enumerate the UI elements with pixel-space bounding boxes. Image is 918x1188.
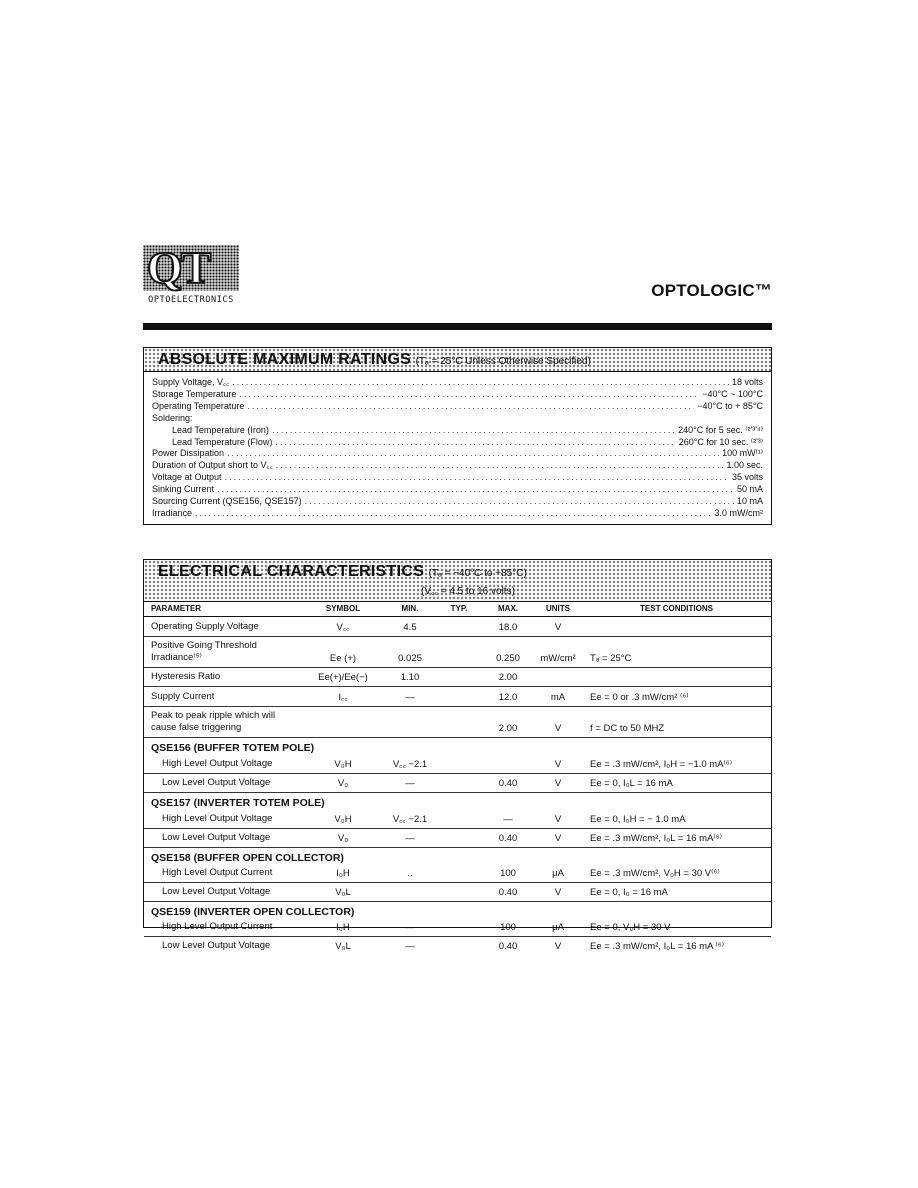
- table-row: [144, 668, 771, 687]
- cell-min: —: [384, 829, 436, 848]
- leader-dots: [247, 401, 694, 413]
- cell-parameter: Low Level Output Voltage: [144, 883, 302, 902]
- amr-value: 260°C for 10 sec. ⁽²'³⁾: [678, 436, 763, 447]
- leader-dots: [272, 425, 675, 437]
- cell-units: V: [534, 707, 582, 738]
- header-units: UNITS: [534, 602, 582, 617]
- logo-mark-text: QT: [147, 242, 210, 293]
- group-heading-qse156: [144, 738, 771, 755]
- cell-max: 0.40: [498, 941, 518, 952]
- cell-typ: [436, 774, 482, 793]
- cell-max: 18.0: [482, 617, 534, 637]
- cell-parameter: High Level Output Current: [144, 918, 302, 937]
- ec-condition-vcc: (V꜀꜀ = 4.5 to 16 volts): [421, 586, 515, 597]
- amr-label: Duration of Output short to V꜀꜀: [152, 460, 273, 471]
- cell-typ: [436, 809, 482, 829]
- cell-units: V: [534, 617, 582, 637]
- cell-units: V: [534, 754, 582, 774]
- cell-typ: [436, 829, 482, 848]
- cell-typ: [436, 668, 482, 687]
- table-row: [144, 809, 771, 829]
- group-heading-qse158: [144, 848, 771, 865]
- cell-parameter: Supply Current: [144, 687, 302, 707]
- leader-dots: [225, 472, 729, 484]
- ec-header-row: [144, 602, 771, 617]
- amr-row-sinking-current: [152, 484, 763, 496]
- cell-units: V: [554, 941, 562, 952]
- table-row: [144, 754, 771, 774]
- cell-max: 0.40: [482, 883, 534, 902]
- cell-units: [534, 668, 582, 687]
- amr-row-supply-voltage: [152, 377, 763, 389]
- amr-label: Storage Temperature: [152, 388, 237, 399]
- header-min: MIN.: [384, 602, 436, 617]
- group-heading-qse159: [144, 902, 771, 919]
- amr-condition: (Tₐ = 25°C Unless Otherwise Specified): [415, 356, 591, 367]
- cell-units: V: [534, 774, 582, 793]
- cell-max: 12.0: [482, 687, 534, 707]
- cell-test: Tₐ = 25°C: [582, 637, 771, 668]
- table-row: [144, 829, 771, 848]
- cell-min: —: [384, 918, 436, 937]
- amr-label: Sinking Current: [152, 484, 215, 495]
- cell-units: μA: [534, 918, 582, 937]
- cell-max: [482, 754, 534, 774]
- leader-dots: [239, 389, 699, 401]
- cell-units: V: [534, 829, 582, 848]
- cell-symbol: Ee (+): [302, 637, 384, 668]
- cell-test: Ee = .3 mW/cm², I₀L = 16 mA⁽⁶⁾: [582, 829, 771, 848]
- cell-test: f = DC to 50 MHZ: [582, 707, 771, 738]
- cell-min: V꜀꜀ −2.1: [384, 809, 436, 829]
- cell-typ: [436, 937, 482, 956]
- cell-parameter: Peak to peak ripple which will cause false triggering: [144, 707, 302, 738]
- cell-parameter: Operating Supply Voltage: [144, 617, 302, 637]
- amr-label: Power Dissipation: [152, 448, 225, 459]
- cell-test: Ee = 0, V₀H = 30 V: [582, 918, 771, 937]
- cell-symbol: [302, 707, 384, 738]
- cell-test: Ee = 0, I₀H = − 1.0 mA: [582, 809, 771, 829]
- group-title: QSE159 (INVERTER OPEN COLLECTOR): [151, 906, 355, 918]
- leader-dots: [217, 484, 734, 496]
- cell-parameter: Low Level Output Voltage: [144, 774, 302, 793]
- cell-min: V꜀꜀ −2.1: [384, 754, 436, 774]
- cell-max: 0.40: [482, 774, 534, 793]
- table-row: [144, 687, 771, 707]
- cell-test: [582, 617, 771, 637]
- cell-symbol: V₀: [302, 829, 384, 848]
- amr-value: 3.0 mW/cm²: [714, 507, 763, 518]
- amr-value: 35 volts: [731, 472, 763, 483]
- cell-min: ..: [384, 864, 436, 883]
- header-rule: [143, 323, 772, 330]
- logo-subtitle: OPTOELECTRONICS: [148, 295, 234, 305]
- cell-test: Ee = .3 mW/cm², V₀H = 30 V⁽⁶⁾: [582, 864, 771, 883]
- amr-label: Sourcing Current (QSE156, QSE157): [152, 496, 302, 507]
- amr-row-power-dissipation: [152, 448, 763, 460]
- cell-units: mW/cm²: [534, 637, 582, 668]
- leader-dots: [305, 496, 734, 508]
- cell-min: 0.025: [384, 637, 436, 668]
- amr-label: Soldering:: [152, 412, 193, 423]
- cell-typ: [436, 754, 482, 774]
- cell-max: 2.00: [482, 668, 534, 687]
- cell-typ: [436, 637, 482, 668]
- table-row: [144, 918, 771, 937]
- amr-value: 10 mA: [736, 496, 763, 507]
- cell-units: V: [534, 883, 582, 902]
- cell-units: mA: [534, 687, 582, 707]
- table-row: [144, 617, 771, 637]
- table-row: [144, 883, 771, 902]
- cell-typ: [436, 864, 482, 883]
- cell-max: 0.250: [482, 637, 534, 668]
- cell-test: Ee = 0, I₀ = 16 mA: [582, 883, 771, 902]
- amr-label: Lead Temperature (Iron): [172, 424, 269, 435]
- ec-title: ELECTRICAL CHARACTERISTICS: [158, 563, 425, 580]
- group-title: QSE156 (BUFFER TOTEM POLE): [151, 742, 315, 754]
- amr-row-output-short: [152, 460, 763, 472]
- amr-row-sourcing-current: [152, 496, 763, 508]
- amr-value: 50 mA: [736, 484, 763, 495]
- table-row: [144, 707, 771, 738]
- table-row: [144, 637, 771, 668]
- amr-label: Voltage at Output: [152, 472, 222, 483]
- amr-row-irradiance: [152, 508, 763, 520]
- cell-test: Ee = 0, I₀L = 16 mA: [582, 774, 771, 793]
- amr-value: 1.00 sec.: [726, 460, 763, 471]
- amr-value: −40°C ~ 100°C: [702, 388, 763, 399]
- cell-typ: [436, 617, 482, 637]
- table-row: [144, 774, 771, 793]
- cell-parameter: Positive Going Threshold Irradiance⁽⁵⁾: [144, 637, 302, 668]
- amr-list: [144, 372, 771, 520]
- leader-dots: [195, 508, 711, 520]
- header-typ: TYP.: [436, 602, 482, 617]
- amr-label: Operating Temperature: [152, 400, 245, 411]
- header-test-conditions: TEST CONDITIONS: [582, 602, 771, 617]
- cell-min: —: [384, 687, 436, 707]
- amr-value: 240°C for 5 sec. ⁽²'³'⁴⁾: [678, 424, 763, 435]
- cell-min: 4.5: [384, 617, 436, 637]
- cell-symbol: I꜀꜀: [302, 687, 384, 707]
- company-logo: [143, 242, 239, 311]
- cell-max: 0.40: [482, 829, 534, 848]
- amr-row-output-voltage: [152, 472, 763, 484]
- amr-heading: [144, 348, 771, 372]
- cell-symbol: I₀H: [302, 918, 384, 937]
- group-title: QSE158 (BUFFER OPEN COLLECTOR): [151, 852, 344, 864]
- cell-parameter: High Level Output Current: [144, 864, 302, 883]
- amr-row-soldering: [152, 413, 763, 425]
- cell-typ: [436, 687, 482, 707]
- logo-mark: [143, 242, 239, 293]
- cell-min: [384, 707, 436, 738]
- cell-max: —: [482, 809, 534, 829]
- header-symbol: SYMBOL: [302, 602, 384, 617]
- ec-condition-temp: (Tₐ = −40°C to +85°C): [428, 568, 527, 579]
- amr-label: Supply Voltage, V꜀꜀: [152, 377, 230, 387]
- cell-symbol: I₀H: [302, 864, 384, 883]
- ec-heading: [144, 560, 771, 602]
- cell-max: 100: [482, 918, 534, 937]
- cell-symbol: V₀: [302, 774, 384, 793]
- header-parameter: PARAMETER: [144, 602, 302, 617]
- cell-test: Ee = .3 mW/cm², I₀L = 16 mA ⁽⁶⁾: [590, 941, 725, 952]
- cell-max: 100: [482, 864, 534, 883]
- absolute-max-ratings-panel: [143, 347, 772, 525]
- cell-symbol: V꜀꜀: [302, 617, 384, 637]
- amr-title: ABSOLUTE MAXIMUM RATINGS: [158, 351, 412, 368]
- cell-parameter: High Level Output Voltage: [144, 809, 302, 829]
- leader-dots: [227, 448, 719, 460]
- cell-test: Ee = 0 or .3 mW/cm² ⁽⁶⁾: [582, 687, 771, 707]
- cell-units: μA: [534, 864, 582, 883]
- cell-test: Ee = .3 mW/cm², I₀H = −1.0 mA⁽⁶⁾: [582, 754, 771, 774]
- cell-max: 2.00: [482, 707, 534, 738]
- cell-parameter: Low Level Output Voltage: [162, 940, 271, 951]
- table-row: [144, 937, 771, 956]
- cell-typ: [436, 883, 482, 902]
- cell-parameter: High Level Output Voltage: [144, 754, 302, 774]
- table-row: [144, 864, 771, 883]
- group-title: QSE157 (INVERTER TOTEM POLE): [151, 797, 325, 809]
- cell-symbol: V₀L: [335, 941, 351, 952]
- cell-parameter: Low Level Output Voltage: [144, 829, 302, 848]
- electrical-characteristics-panel: [143, 559, 772, 952]
- cell-symbol: V₀H: [302, 809, 384, 829]
- amr-label: Irradiance: [152, 507, 193, 518]
- cell-units: V: [534, 809, 582, 829]
- ec-table: [144, 602, 771, 955]
- amr-label: Lead Temperature (Flow): [172, 436, 273, 447]
- cell-test: [582, 668, 771, 687]
- cell-symbol: Ee(+)/Ee(−): [302, 668, 384, 687]
- cell-typ: [436, 707, 482, 738]
- amr-value: −40°C to + 85°C: [697, 400, 763, 411]
- cell-min: 1.10: [384, 668, 436, 687]
- amr-row-storage-temp: [152, 389, 763, 401]
- header-max: MAX.: [482, 602, 534, 617]
- amr-value: 18 volts: [731, 377, 763, 387]
- cell-min: —: [405, 941, 415, 952]
- amr-row-lead-temp-flow: [152, 437, 763, 449]
- cell-typ: [436, 918, 482, 937]
- amr-row-operating-temp: [152, 401, 763, 413]
- cell-min: [384, 883, 436, 902]
- leader-dots: [276, 460, 724, 472]
- leader-dots: [275, 437, 675, 449]
- cell-parameter: Hysteresis Ratio: [144, 668, 302, 687]
- cell-min: —: [384, 774, 436, 793]
- amr-row-lead-temp-iron: [152, 425, 763, 437]
- cell-symbol: V₀H: [302, 754, 384, 774]
- leader-dots: [232, 377, 729, 389]
- product-brand-title: OPTOLOGIC™: [651, 281, 772, 300]
- cell-symbol: V₀L: [302, 883, 384, 902]
- amr-value: 100 mW⁽¹⁾: [722, 448, 763, 459]
- group-heading-qse157: [144, 793, 771, 810]
